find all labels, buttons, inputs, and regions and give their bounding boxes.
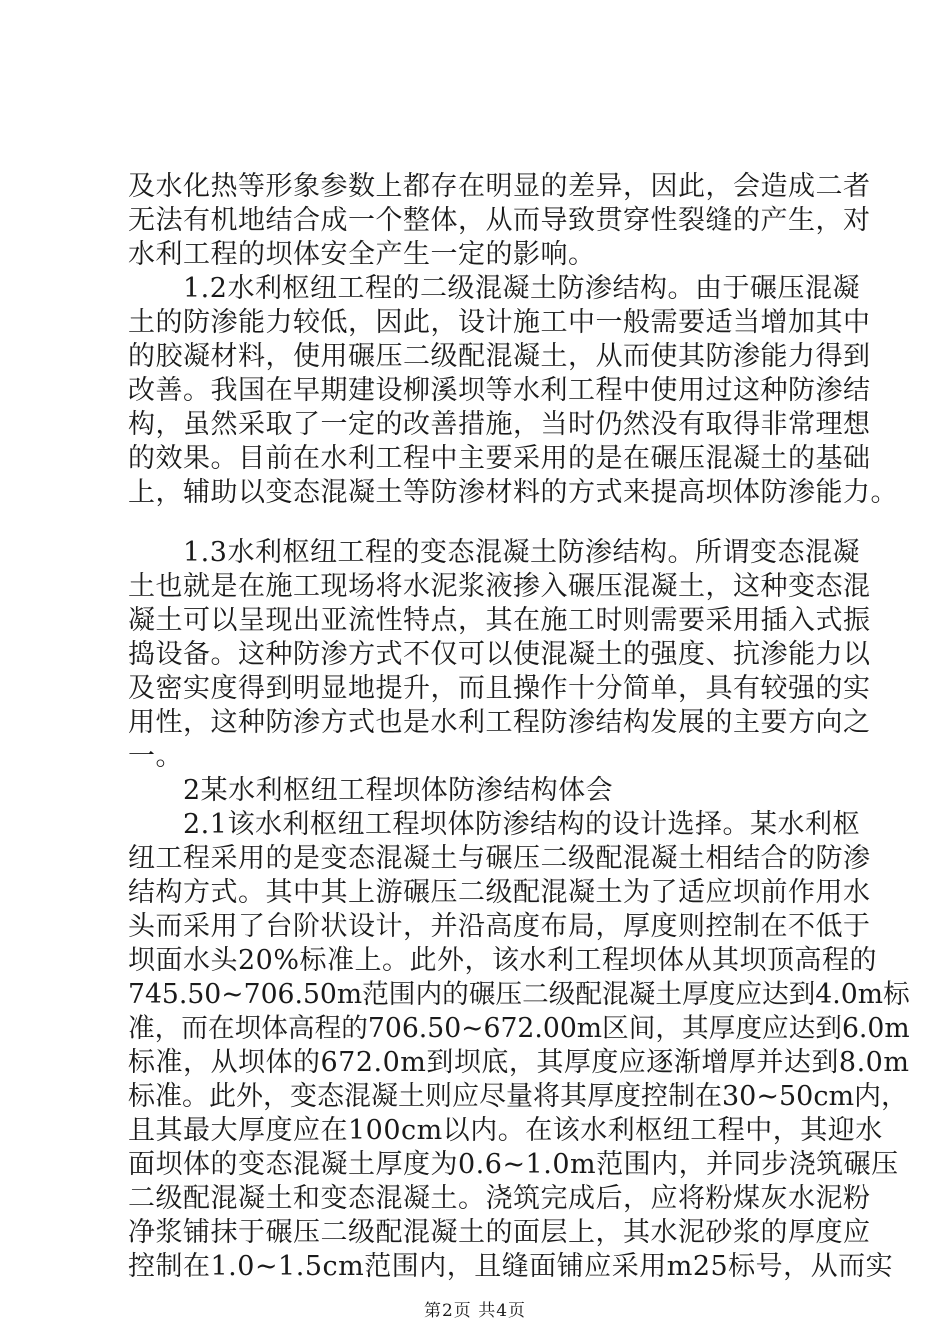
text-line: 上，辅助以变态混凝土等防渗材料的方式来提高坝体防渗能力。 bbox=[128, 477, 898, 508]
text-line: 的效果。目前在水利工程中主要采用的是在碾压混凝土的基础 bbox=[128, 443, 871, 474]
text-line: 及密实度得到明显地提升，而且操作十分简单，具有较强的实 bbox=[128, 673, 871, 704]
text-line: 结构方式。其中其上游碾压二级配混凝土为了适应坝前作用水 bbox=[128, 877, 871, 908]
text-line: 二级配混凝土和变态混凝土。浇筑完成后，应将粉煤灰水泥粉 bbox=[128, 1183, 871, 1214]
text-line: 面坝体的变态混凝土厚度为0.6~1.0m范围内，并同步浇筑碾压 bbox=[128, 1149, 899, 1180]
text-line: 土的防渗能力较低，因此，设计施工中一般需要适当增加其中 bbox=[128, 307, 871, 338]
text-line: 捣设备。这种防渗方式不仅可以使混凝土的强度、抗渗能力以 bbox=[128, 639, 871, 670]
text-line: 净浆铺抹于碾压二级配混凝土的面层上，其水泥砂浆的厚度应 bbox=[128, 1217, 871, 1248]
text-line: 改善。我国在早期建设柳溪坝等水利工程中使用过这种防渗结 bbox=[128, 375, 871, 406]
text-line: 水利工程的坝体安全产生一定的影响。 bbox=[128, 239, 596, 270]
text-line: 且其最大厚度应在100cm以内。在该水利枢纽工程中，其迎水 bbox=[128, 1115, 883, 1146]
text-line: 准，而在坝体高程的706.50~672.00m区间，其厚度应达到6.0m bbox=[128, 1013, 910, 1044]
text-line: 一。 bbox=[128, 741, 183, 772]
text-line: 无法有机地结合成一个整体，从而导致贯穿性裂缝的产生，对 bbox=[128, 205, 871, 236]
text-line: 用性，这种防渗方式也是水利工程防渗结构发展的主要方向之 bbox=[128, 707, 871, 738]
text-line: 1.2水利枢纽工程的二级混凝土防渗结构。由于碾压混凝 bbox=[128, 273, 860, 304]
page-footer: 第2页 共4页 bbox=[423, 1301, 527, 1321]
text-line: 凝土可以呈现出亚流性特点，其在施工时则需要采用插入式振 bbox=[128, 605, 871, 636]
text-line: 及水化热等形象参数上都存在明显的差异，因此，会造成二者 bbox=[128, 171, 871, 202]
section-heading: 2某水利枢纽工程坝体防渗结构体会 bbox=[128, 775, 614, 806]
text-line: 头而采用了台阶状设计，并沿高度布局，厚度则控制在不低于 bbox=[128, 911, 871, 942]
text-line: 控制在1.0~1.5cm范围内，且缝面铺应采用m25标号，从而实 bbox=[128, 1251, 894, 1282]
text-line: 745.50~706.50m范围内的碾压二级配混凝土厚度应达到4.0m标 bbox=[128, 979, 910, 1010]
text-line: 标准。此外，变态混凝土则应尽量将其厚度控制在30~50cm内， bbox=[128, 1081, 909, 1112]
text-line: 坝面水头20%标准上。此外，该水利工程坝体从其坝顶高程的 bbox=[128, 945, 878, 976]
text-line: 1.3水利枢纽工程的变态混凝土防渗结构。所谓变态混凝 bbox=[128, 537, 860, 568]
text-line: 的胶凝材料，使用碾压二级配混凝土，从而使其防渗能力得到 bbox=[128, 341, 871, 372]
text-line: 构，虽然采取了一定的改善措施，当时仍然没有取得非常理想 bbox=[128, 409, 871, 440]
text-line: 纽工程采用的是变态混凝土与碾压二级配混凝土相结合的防渗 bbox=[128, 843, 871, 874]
text-line: 标准，从坝体的672.0m到坝底，其厚度应逐渐增厚并达到8.0m bbox=[128, 1047, 910, 1078]
text-line: 2.1该水利枢纽工程坝体防渗结构的设计选择。某水利枢 bbox=[128, 809, 860, 840]
text-line: 土也就是在施工现场将水泥浆液掺入碾压混凝土，这种变态混 bbox=[128, 571, 871, 602]
